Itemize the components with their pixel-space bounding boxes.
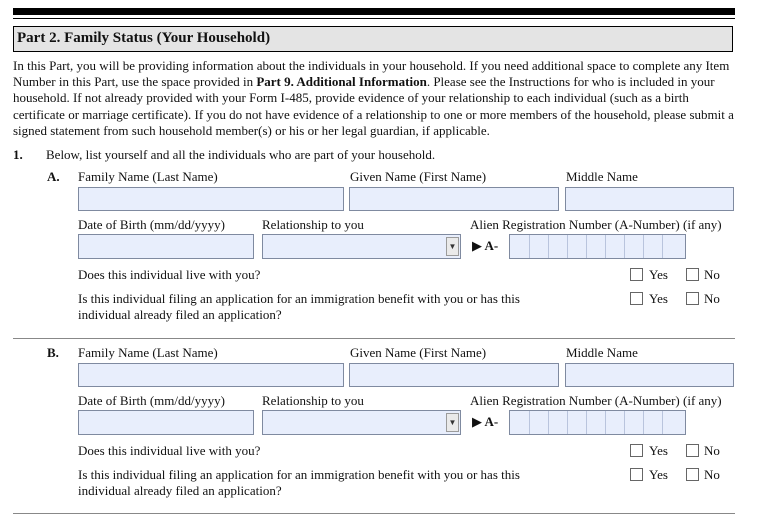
middle-name-label: Middle Name	[566, 345, 638, 360]
filing-yes-label: Yes	[649, 467, 668, 482]
anumber-cell-divider	[643, 411, 644, 434]
filing-question-line-2: individual already filed an application?	[78, 483, 282, 498]
lives-with-no-checkbox[interactable]	[686, 268, 699, 281]
anumber-label: Alien Registration Number (A-Number) (if any)	[470, 217, 722, 232]
instructions-text-2: . Please see the Instructions for who is included in your household. If not already provided with your Form I-485, provide evidence of your relationship to each individual (such as a birth certificate or marriage certificate). If you do not have evidence of a relationship to one or more members of the household, please submit a signed statement from such household member(s) or his or her legal guardian, if applicable.	[13, 74, 734, 138]
lives-with-no-checkbox[interactable]	[686, 444, 699, 457]
anumber-cell-divider	[586, 235, 587, 258]
member-letter: A.	[47, 169, 60, 184]
given-name-label: Given Name (First Name)	[350, 169, 487, 184]
family-name-label: Family Name (Last Name)	[78, 345, 218, 360]
instructions-bold-ref: Part 9. Additional Information	[256, 74, 427, 90]
top-rule-thin	[13, 18, 735, 19]
lives-with-question: Does this individual live with you?	[78, 443, 261, 458]
dob-label: Date of Birth (mm/dd/yyyy)	[78, 393, 225, 408]
anumber-cell-divider	[529, 235, 530, 258]
family-name-field[interactable]	[78, 363, 344, 387]
anumber-cell-divider	[624, 235, 625, 258]
filing-question-line-2: individual already filed an application?	[78, 307, 282, 322]
middle-name-field[interactable]	[565, 187, 734, 211]
filing-yes-checkbox[interactable]	[630, 292, 643, 305]
anumber-cell-divider	[586, 411, 587, 434]
bottom-divider	[13, 513, 735, 514]
lives-with-yes-checkbox[interactable]	[630, 268, 643, 281]
given-name-label: Given Name (First Name)	[350, 345, 487, 360]
anumber-cell-divider	[662, 411, 663, 434]
member-divider	[13, 338, 735, 339]
dob-field[interactable]	[78, 234, 254, 259]
filing-no-label: No	[704, 291, 720, 306]
anumber-field[interactable]	[509, 410, 686, 435]
item-number-1: 1.	[13, 147, 23, 162]
household-member-b	[0, 345, 761, 505]
given-name-field[interactable]	[349, 363, 559, 387]
lives-with-yes-label: Yes	[649, 267, 668, 282]
part-title: Part 2. Family Status (Your Household)	[17, 30, 271, 46]
anumber-cell-divider	[643, 235, 644, 258]
part-header	[13, 26, 733, 52]
anumber-cell-divider	[605, 411, 606, 434]
anumber-cell-divider	[605, 235, 606, 258]
chevron-down-icon[interactable]: ▼	[446, 413, 459, 432]
anumber-cell-divider	[548, 411, 549, 434]
anumber-cell-divider	[529, 411, 530, 434]
anumber-cell-divider	[548, 235, 549, 258]
filing-no-label: No	[704, 467, 720, 482]
item-1-text: Below, list yourself and all the individuals who are part of your household.	[46, 147, 436, 162]
filing-question-line-1: Is this individual filing an application for an immigration benefit with you or has this	[78, 467, 520, 482]
instructions-text-1: In this Part, you will be providing information about the individuals in your household. If you need additional space to complete any Item Number in this Part, use the space provided in	[13, 58, 730, 90]
lives-with-no-label: No	[704, 267, 720, 282]
filing-question-line-1: Is this individual filing an application for an immigration benefit with you or has this	[78, 291, 520, 306]
relationship-label: Relationship to you	[262, 217, 364, 232]
relationship-label: Relationship to you	[262, 393, 364, 408]
anumber-prefix: ▶ A-	[472, 414, 499, 429]
anumber-label: Alien Registration Number (A-Number) (if any)	[470, 393, 722, 408]
anumber-field[interactable]	[509, 234, 686, 259]
part-instructions	[13, 58, 737, 139]
anumber-cell-divider	[624, 411, 625, 434]
given-name-field[interactable]	[349, 187, 559, 211]
chevron-down-icon[interactable]: ▼	[446, 237, 459, 256]
lives-with-yes-label: Yes	[649, 443, 668, 458]
middle-name-field[interactable]	[565, 363, 734, 387]
filing-no-checkbox[interactable]	[686, 292, 699, 305]
lives-with-yes-checkbox[interactable]	[630, 444, 643, 457]
anumber-cell-divider	[567, 235, 568, 258]
filing-yes-label: Yes	[649, 291, 668, 306]
member-letter: B.	[47, 345, 59, 360]
top-rule-thick	[13, 8, 735, 15]
anumber-prefix: ▶ A-	[472, 238, 499, 253]
relationship-select[interactable]	[262, 234, 461, 259]
dob-field[interactable]	[78, 410, 254, 435]
middle-name-label: Middle Name	[566, 169, 638, 184]
household-member-a	[0, 169, 761, 329]
filing-yes-checkbox[interactable]	[630, 468, 643, 481]
lives-with-no-label: No	[704, 443, 720, 458]
lives-with-question: Does this individual live with you?	[78, 267, 261, 282]
filing-no-checkbox[interactable]	[686, 468, 699, 481]
anumber-cell-divider	[662, 235, 663, 258]
anumber-cell-divider	[567, 411, 568, 434]
family-name-label: Family Name (Last Name)	[78, 169, 218, 184]
dob-label: Date of Birth (mm/dd/yyyy)	[78, 217, 225, 232]
family-name-field[interactable]	[78, 187, 344, 211]
relationship-select[interactable]	[262, 410, 461, 435]
